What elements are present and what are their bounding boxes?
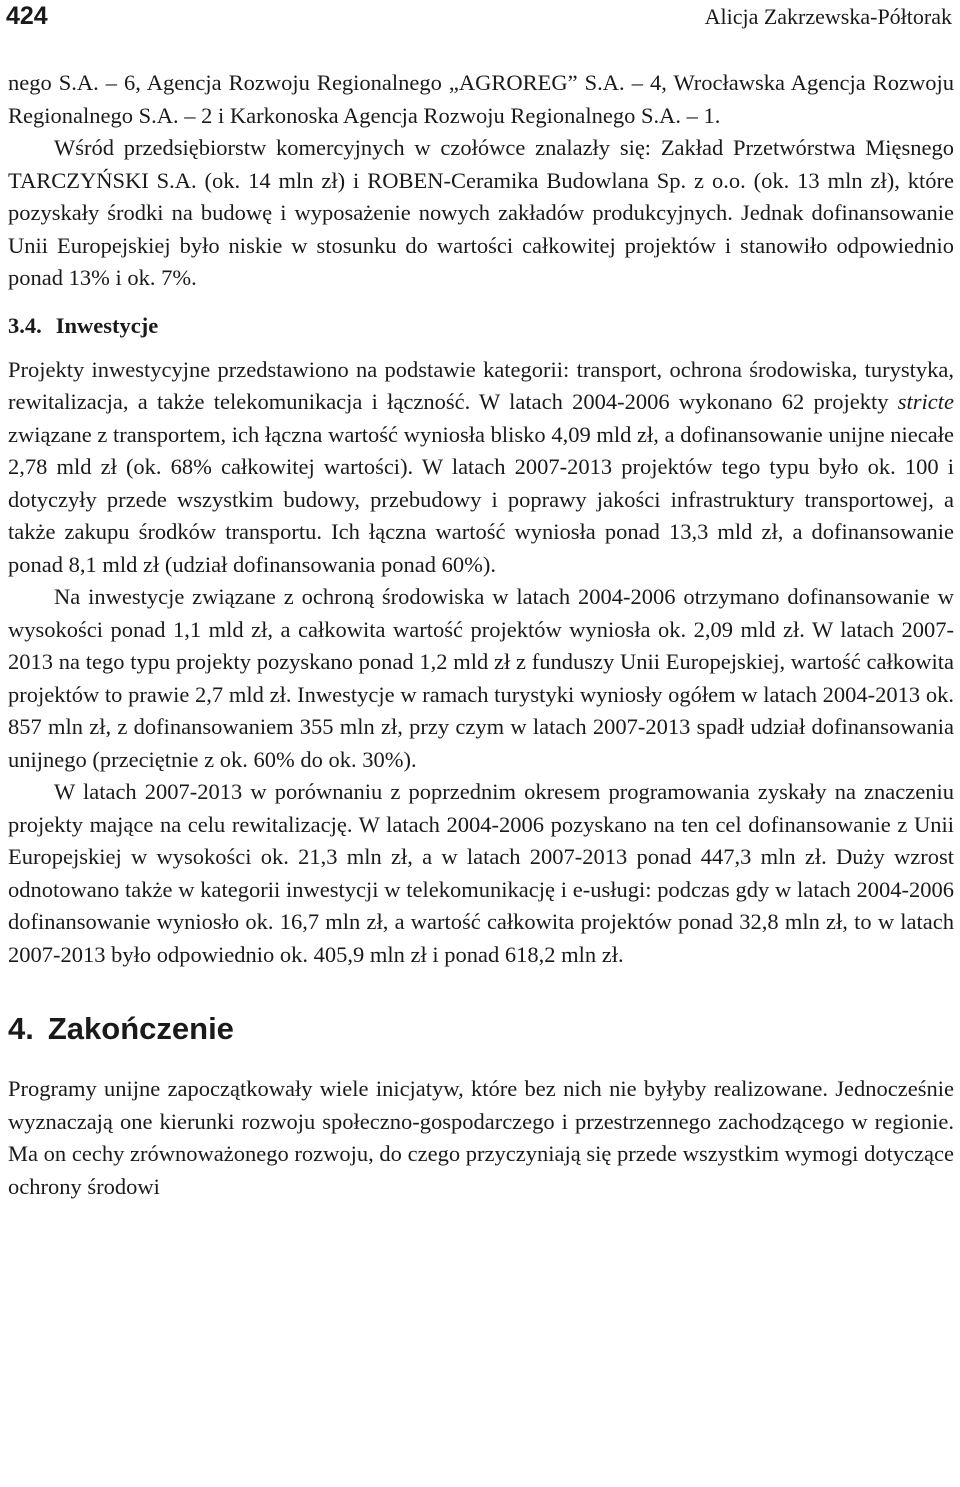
page-body xyxy=(8,67,954,1203)
section-title: Zakończenie xyxy=(47,1011,234,1046)
subsection-title: Inwestycje xyxy=(55,312,159,338)
running-head-author: Alicja Zakrzewska-Półtorak xyxy=(704,4,952,29)
subsection-number: 3.4. xyxy=(8,312,42,338)
paragraph-environment: Na inwestycje związane z ochroną środowiska w latach 2004-2006 otrzymano dofinansowanie w wysokości ponad 1,1 mld zł, a całkowita wartość projektów wyniosła ok. 2,09 mld zł. W latach 2007-2013 na tego typu projekty pozyskano ponad 1,2 mld zł z funduszy Unii Europejskiej, wartość całkowita projektów to prawie 2,7 mld zł. Inwestycje w ramach turystyki wyniosły ogółem w latach 2004-2013 ok. 857 mln zł, z dofinansowaniem 355 mln zł, przy czym w latach 2007-2013 spadł udział dofinansowania unijnego (przeciętnie z ok. 60% do ok. 30%). xyxy=(8,584,954,772)
paragraph-commercial-enterprises: Wśród przedsiębiorstw komercyjnych w czołówce znalazły się: Zakład Przetwórstwa Mięsnego TARCZYŃSKI S.A. (ok. 14 mln zł) i ROBEN-Ceramika Budowlana Sp. z o.o. (ok. 13 mln zł), które pozyskały środki na budowę i wyposażenie nowych zakładów produkcyjnych. Jednak dofinansowanie Unii Europejskiej było niskie w stosunku do wartości całkowitej projektów i stanowiło odpowiednio ponad 13% i ok. 7%. xyxy=(8,135,954,290)
paragraph-continued: nego S.A. – 6, Agencja Rozwoju Regionalnego „AGROREG” S.A. – 4, Wrocławska Agencja Rozwoju Regionalnego S.A. – 2 i Karkonoska Agencja Rozwoju Regionalnego S.A. – 1. xyxy=(8,70,954,128)
paragraph-investments: Projekty inwestycyjne przedstawiono na podstawie kategorii: transport, ochrona środowiska, turystyka, rewitalizacja, a także telekomunikacja i łączność. W latach 2004-2006 wykonano 62 projekty stricte związane z transportem, ich łączna wartość wyniosła blisko 4,09 mld zł, a dofinansowanie unijne niecałe 2,78 mld zł (ok. 68% całkowitej wartości). W latach 2007-2013 projektów tego typu było ok. 100 i dotyczyły przede wszystkim budowy, przebudowy i poprawy jakości infrastruktury transportowej, a także zakupu środków transportu. Ich łączna wartość wyniosła ponad 13,3 mld zł, a dofinansowanie ponad 8,1 mld zł (udział dofinansowania ponad 60%). xyxy=(8,356,954,577)
paragraph-conclusion: Programy unijne zapoczątkowały wiele inicjatyw, które bez nich nie byłyby realizowane. Jednocześnie wyznaczają one kierunki rozwoju społeczno-gospodarczego i przestrzennego zachodzącego w regionie. Ma on cechy zrównoważonego rozwoju, do czego przyczyniają się przede wszystkim wymogi dotyczące ochrony środowi xyxy=(8,1076,954,1199)
page-number: 424 xyxy=(6,2,48,30)
italic-term: stricte xyxy=(897,389,954,414)
subsection-heading xyxy=(8,310,954,342)
section-number: 4. xyxy=(8,1011,34,1046)
page-header xyxy=(6,2,952,38)
section-heading xyxy=(8,1011,954,1047)
paragraph-revitalization: W latach 2007-2013 w porównaniu z poprzednim okresem programowania zyskały na znaczeniu projekty mające na celu rewitalizację. W latach 2004-2006 pozyskano na ten cel dofinansowanie z Unii Europejskiej w wysokości ok. 21,3 mln zł, a w latach 2007-2013 ponad 447,3 mln zł. Duży wzrost odnotowano także w kategorii inwestycji w telekomunikację i e-usługi: podczas gdy w latach 2004-2006 dofinansowanie wyniosło ok. 16,7 mln zł, a wartość całkowita projektów ponad 32,8 mln zł, to w latach 2007-2013 było odpowiednio ok. 405,9 mln zł i ponad 618,2 mln zł. xyxy=(8,779,954,967)
